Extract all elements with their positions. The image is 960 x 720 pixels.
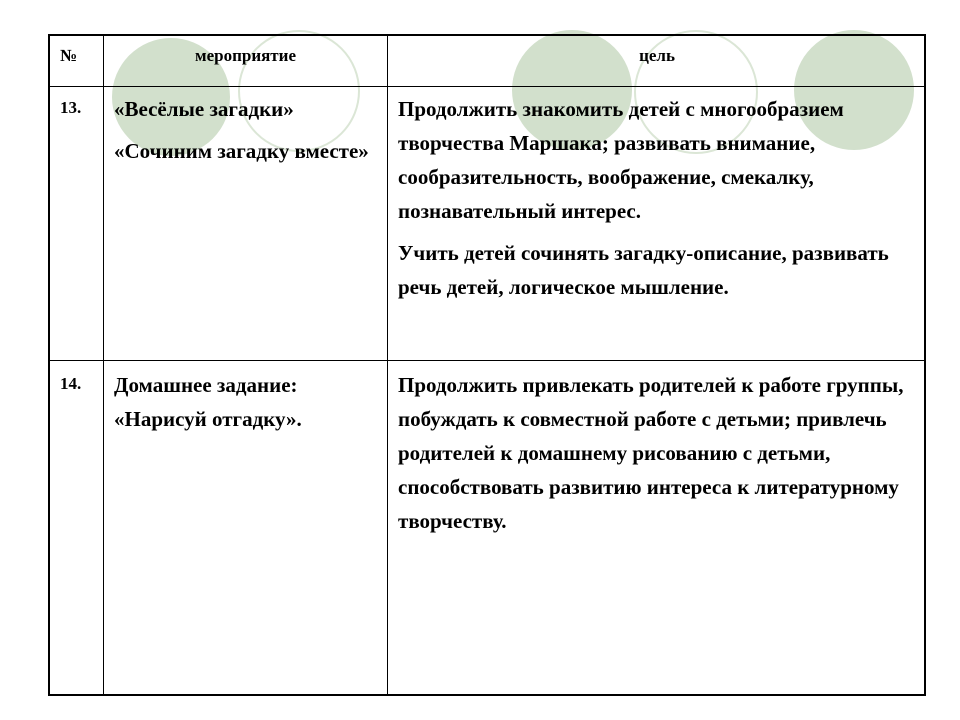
header-num: № bbox=[60, 46, 78, 65]
goal-cell bbox=[398, 92, 918, 312]
row-divider bbox=[50, 86, 924, 87]
goal-text: Продолжить знакомить детей с многообразием творчества Маршака; развивать внимание, сообразительность, воображение, смекалку, познавательный интерес. bbox=[398, 97, 844, 223]
event-cell bbox=[114, 368, 380, 444]
event-text: Домашнее задание: «Нарисуй отгадку». bbox=[114, 373, 302, 431]
goal-text: Продолжить привлекать родителей к работе группы, побуждать к совместной работе с детьми; привлечь родителей к домашнему рисованию с детьми, способствовать развитию интереса к литературному творчеству. bbox=[398, 373, 904, 533]
row-divider bbox=[50, 360, 924, 361]
header-goal: цель bbox=[639, 46, 675, 65]
column-divider bbox=[103, 36, 104, 694]
row-number: 14. bbox=[60, 374, 82, 393]
row-number: 13. bbox=[60, 98, 82, 117]
goal-cell bbox=[398, 368, 918, 546]
header-event: мероприятие bbox=[194, 46, 296, 65]
goal-text: Учить детей сочинять загадку-описание, развивать речь детей, логическое мышление. bbox=[398, 241, 889, 299]
event-text: «Сочиним загадку вместе» bbox=[114, 139, 369, 163]
event-text: «Весёлые загадки» bbox=[114, 97, 294, 121]
plan-table bbox=[48, 34, 926, 696]
event-cell bbox=[114, 92, 380, 176]
column-divider bbox=[387, 36, 388, 694]
